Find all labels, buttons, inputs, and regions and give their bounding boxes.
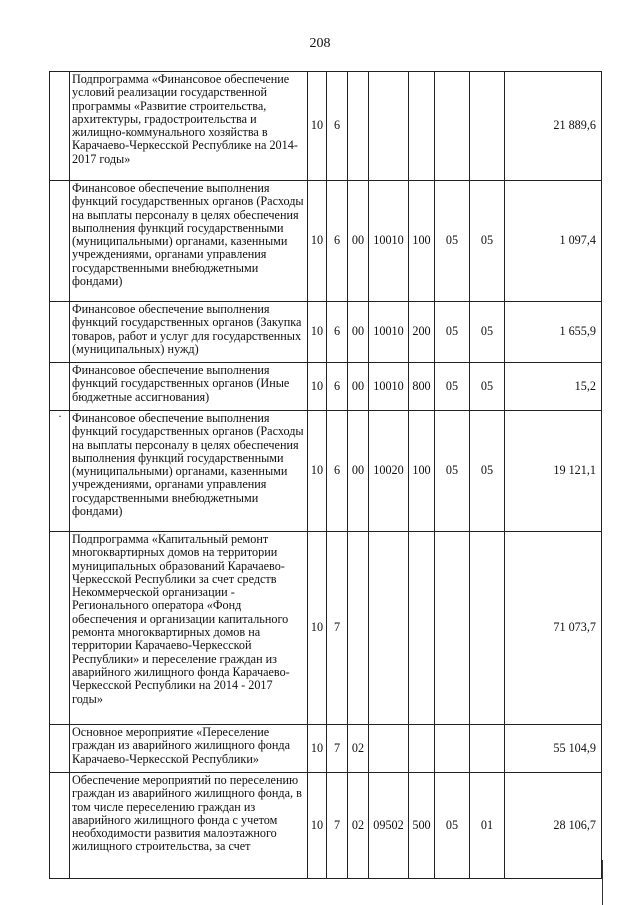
margin-mark: · [58, 409, 62, 423]
code-5 [409, 72, 435, 181]
amount: 21 889,6 [505, 72, 602, 181]
code-4 [369, 532, 409, 725]
code-4: 10010 [369, 363, 409, 411]
code-2: 6 [327, 302, 348, 363]
row-name: Финансовое обеспечение выполнения функций государственных органов (Закупка товаров, работ и услуг для государственных (муниципальных) нужд) [70, 302, 308, 363]
code-3: 02 [348, 725, 369, 773]
code-4 [369, 725, 409, 773]
code-7 [470, 532, 505, 725]
amount: 19 121,1 [505, 411, 602, 532]
code-1: 10 [308, 72, 327, 181]
row-name: Подпрограмма «Капитальный ремонт многоквартирных домов на территории муниципальных образований Карачаево-Черкесской Республики за счет средств Некоммерческой организации - Регионального оператора «Фонд обеспечения и организации капитального ремонта многоквартирных домов на территории Карачаево-Черкесской Республики» и переселение граждан из аварийного жилищного фонда Карачаево-Черкесской Республики на 2014 - 2017 годы» [70, 532, 308, 725]
table-row [50, 411, 602, 532]
code-2: 6 [327, 411, 348, 532]
code-1: 10 [308, 302, 327, 363]
code-3: 00 [348, 302, 369, 363]
code-3: 02 [348, 773, 369, 879]
row-name: Финансовое обеспечение выполнения функций государственных органов (Расходы на выплаты персоналу в целях обеспечения выполнения функций государственными (муниципальными) органами, казенными учреждениями, органами управления государственными внебюджетными фондами) [70, 181, 308, 302]
code-3: 00 [348, 363, 369, 411]
page-number: 208 [309, 36, 331, 51]
code-6: 05 [435, 181, 470, 302]
table-row [50, 302, 602, 363]
amount: 55 104,9 [505, 725, 602, 773]
row-name: Финансовое обеспечение выполнения функций государственных органов (Расходы на выплаты персоналу в целях обеспечения выполнения функций государственными (муниципальными) органами, казенными учреждениями, органами управления государственными внебюджетными фондами) [70, 411, 308, 532]
code-5: 800 [409, 363, 435, 411]
blank-cell [50, 773, 70, 879]
code-5: 200 [409, 302, 435, 363]
code-5: 500 [409, 773, 435, 879]
blank-cell [50, 411, 70, 532]
table-row [50, 181, 602, 302]
code-4 [369, 72, 409, 181]
code-2: 7 [327, 725, 348, 773]
amount: 71 073,7 [505, 532, 602, 725]
table-row [50, 532, 602, 725]
code-6: 05 [435, 773, 470, 879]
row-name: Обеспечение мероприятий по переселению граждан из аварийного жилищного фонда, в том числе переселению граждан из аварийного жилищного фонда с учетом необходимости развития малоэтажного жилищного строительства, за счет [70, 773, 308, 879]
code-5: 100 [409, 181, 435, 302]
code-7: 05 [470, 181, 505, 302]
code-7 [470, 72, 505, 181]
code-6: 05 [435, 363, 470, 411]
table-row [50, 725, 602, 773]
code-5 [409, 532, 435, 725]
code-5 [409, 725, 435, 773]
code-2: 6 [327, 363, 348, 411]
code-4: 10020 [369, 411, 409, 532]
row-name: Подпрограмма «Финансовое обеспечение условий реализации государственной программы «Развитие строительства, архитектуры, градостроительства и жилищно-коммунального хозяйства в Карачаево-Черкесской Республике на 2014-2017 годы» [70, 72, 308, 181]
amount: 15,2 [505, 363, 602, 411]
code-3 [348, 72, 369, 181]
blank-cell [50, 72, 70, 181]
code-2: 7 [327, 773, 348, 879]
code-5: 100 [409, 411, 435, 532]
row-name: Основное мероприятие «Переселение граждан из аварийного жилищного фонда Карачаево-Черкесской Республики» [70, 725, 308, 773]
code-1: 10 [308, 411, 327, 532]
blank-cell [50, 532, 70, 725]
table-row [50, 363, 602, 411]
code-7: 05 [470, 363, 505, 411]
code-3: 00 [348, 411, 369, 532]
row-name: Финансовое обеспечение выполнения функций государственных органов (Иные бюджетные ассигнования) [70, 363, 308, 411]
code-1: 10 [308, 725, 327, 773]
blank-cell [50, 725, 70, 773]
code-6 [435, 72, 470, 181]
amount: 1 655,9 [505, 302, 602, 363]
amount: 1 097,4 [505, 181, 602, 302]
code-6 [435, 725, 470, 773]
code-4: 09502 [369, 773, 409, 879]
code-2: 6 [327, 181, 348, 302]
blank-cell [50, 302, 70, 363]
blank-cell [50, 181, 70, 302]
code-7 [470, 725, 505, 773]
code-2: 6 [327, 72, 348, 181]
page-edge-rule [602, 860, 603, 905]
code-4: 10010 [369, 181, 409, 302]
code-3: 00 [348, 181, 369, 302]
code-1: 10 [308, 773, 327, 879]
budget-table [49, 71, 602, 879]
code-7: 05 [470, 411, 505, 532]
code-1: 10 [308, 363, 327, 411]
code-7: 01 [470, 773, 505, 879]
code-1: 10 [308, 181, 327, 302]
code-4: 10010 [369, 302, 409, 363]
code-3 [348, 532, 369, 725]
code-6: 05 [435, 411, 470, 532]
code-6: 05 [435, 302, 470, 363]
blank-cell [50, 363, 70, 411]
code-6 [435, 532, 470, 725]
table-row [50, 72, 602, 181]
amount: 28 106,7 [505, 773, 602, 879]
code-7: 05 [470, 302, 505, 363]
table-row [50, 773, 602, 879]
code-1: 10 [308, 532, 327, 725]
code-2: 7 [327, 532, 348, 725]
